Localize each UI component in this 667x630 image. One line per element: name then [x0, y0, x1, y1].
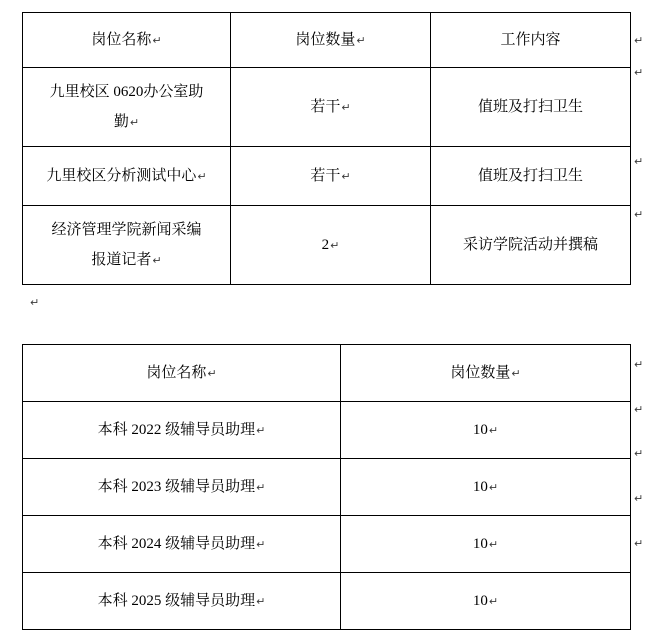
table-cell-position-count: [341, 516, 631, 573]
cell-line: 勤↵: [113, 113, 140, 130]
pilcrow-icon: ↵: [634, 447, 644, 460]
header-label: 岗位数量: [450, 364, 511, 381]
pilcrow-icon: ↵: [634, 492, 644, 505]
cell-text: 值班及打扫卫生: [477, 99, 583, 115]
cell-text: 2: [321, 236, 330, 253]
pilcrow-icon: ↵: [30, 296, 40, 309]
pilcrow-icon: ↵: [634, 155, 644, 168]
job-table-1-container: [22, 12, 631, 285]
pilcrow-icon: ↵: [207, 366, 217, 380]
table-row: [23, 206, 631, 285]
cell-text: 九里校区分析测试中心: [46, 167, 197, 184]
table-cell-position-name: [23, 147, 231, 206]
pilcrow-icon: ↵: [330, 238, 340, 252]
cell-text: 本科 2025 级辅导员助理: [97, 592, 256, 609]
table-cell-work-content: [431, 147, 631, 206]
table-header-cell: [23, 13, 231, 68]
table-cell-position-name: [23, 402, 341, 459]
cell-line: 报道记者↵: [91, 251, 162, 268]
pilcrow-icon: ↵: [634, 34, 644, 47]
pilcrow-icon: ↵: [488, 423, 499, 437]
table-cell-position-count: [341, 459, 631, 516]
table-row: [23, 459, 631, 516]
table-cell-position-count: [231, 147, 431, 206]
header-label: 工作内容: [500, 32, 561, 48]
cell-text: 10: [472, 478, 488, 495]
table-header-cell: [431, 13, 631, 68]
pilcrow-icon: ↵: [256, 594, 266, 608]
pilcrow-icon: ↵: [197, 169, 207, 183]
table-cell-position-name: [23, 573, 341, 630]
table-header-row: [23, 345, 631, 402]
header-label: 岗位名称: [146, 364, 207, 381]
pilcrow-icon: ↵: [488, 480, 499, 494]
pilcrow-icon: ↵: [488, 594, 499, 608]
table-cell-position-name: [23, 459, 341, 516]
pilcrow-icon: ↵: [634, 537, 644, 550]
pilcrow-icon: ↵: [634, 358, 644, 371]
table-cell-position-name: [23, 68, 231, 147]
job-table-2: [22, 344, 631, 630]
table-header-cell: [231, 13, 431, 68]
table-cell-position-count: [231, 68, 431, 147]
job-table-2-container: [22, 344, 631, 630]
pilcrow-icon: ↵: [488, 537, 499, 551]
pilcrow-icon: ↵: [511, 366, 521, 380]
cell-text: 值班及打扫卫生: [477, 168, 583, 184]
table-cell-position-count: [231, 206, 431, 285]
table-header-row: [23, 13, 631, 68]
cell-text: 本科 2022 级辅导员助理: [97, 421, 256, 438]
cell-text: 本科 2023 级辅导员助理: [97, 478, 256, 495]
pilcrow-icon: ↵: [634, 208, 644, 221]
cell-text: 10: [472, 535, 488, 552]
table-cell-position-count: [341, 402, 631, 459]
pilcrow-icon: ↵: [356, 33, 366, 47]
table-cell-work-content: [431, 206, 631, 285]
table-row: [23, 573, 631, 630]
pilcrow-icon: ↵: [341, 100, 351, 114]
pilcrow-icon: ↵: [341, 169, 351, 183]
table-header-cell: [23, 345, 341, 402]
table-row: [23, 516, 631, 573]
pilcrow-icon: ↵: [634, 66, 644, 79]
cell-text: 若干: [310, 98, 341, 115]
table-row: [23, 68, 631, 147]
pilcrow-icon: ↵: [256, 480, 266, 494]
pilcrow-icon: ↵: [256, 537, 266, 551]
cell-line: 经济管理学院新闻采编: [51, 221, 202, 238]
header-label: 岗位名称: [91, 31, 152, 48]
pilcrow-icon: ↵: [256, 423, 266, 437]
pilcrow-icon: ↵: [129, 115, 140, 129]
table-header-cell: [341, 345, 631, 402]
cell-text: 10: [472, 421, 488, 438]
table-cell-position-count: [341, 573, 631, 630]
header-label: 岗位数量: [295, 31, 356, 48]
table-row: [23, 402, 631, 459]
cell-text: 10: [472, 592, 488, 609]
table-cell-position-name: [23, 516, 341, 573]
job-table-1: [22, 12, 631, 285]
table-cell-work-content: [431, 68, 631, 147]
table-cell-position-name: [23, 206, 231, 285]
cell-text: 若干: [310, 167, 341, 184]
cell-line: 九里校区 0620办公室助: [49, 83, 204, 100]
pilcrow-icon: ↵: [152, 33, 162, 47]
pilcrow-icon: ↵: [634, 403, 644, 416]
pilcrow-icon: ↵: [152, 253, 162, 267]
cell-text: 本科 2024 级辅导员助理: [97, 535, 256, 552]
table-row: [23, 147, 631, 206]
cell-text: 采访学院活动并撰稿: [462, 237, 598, 253]
